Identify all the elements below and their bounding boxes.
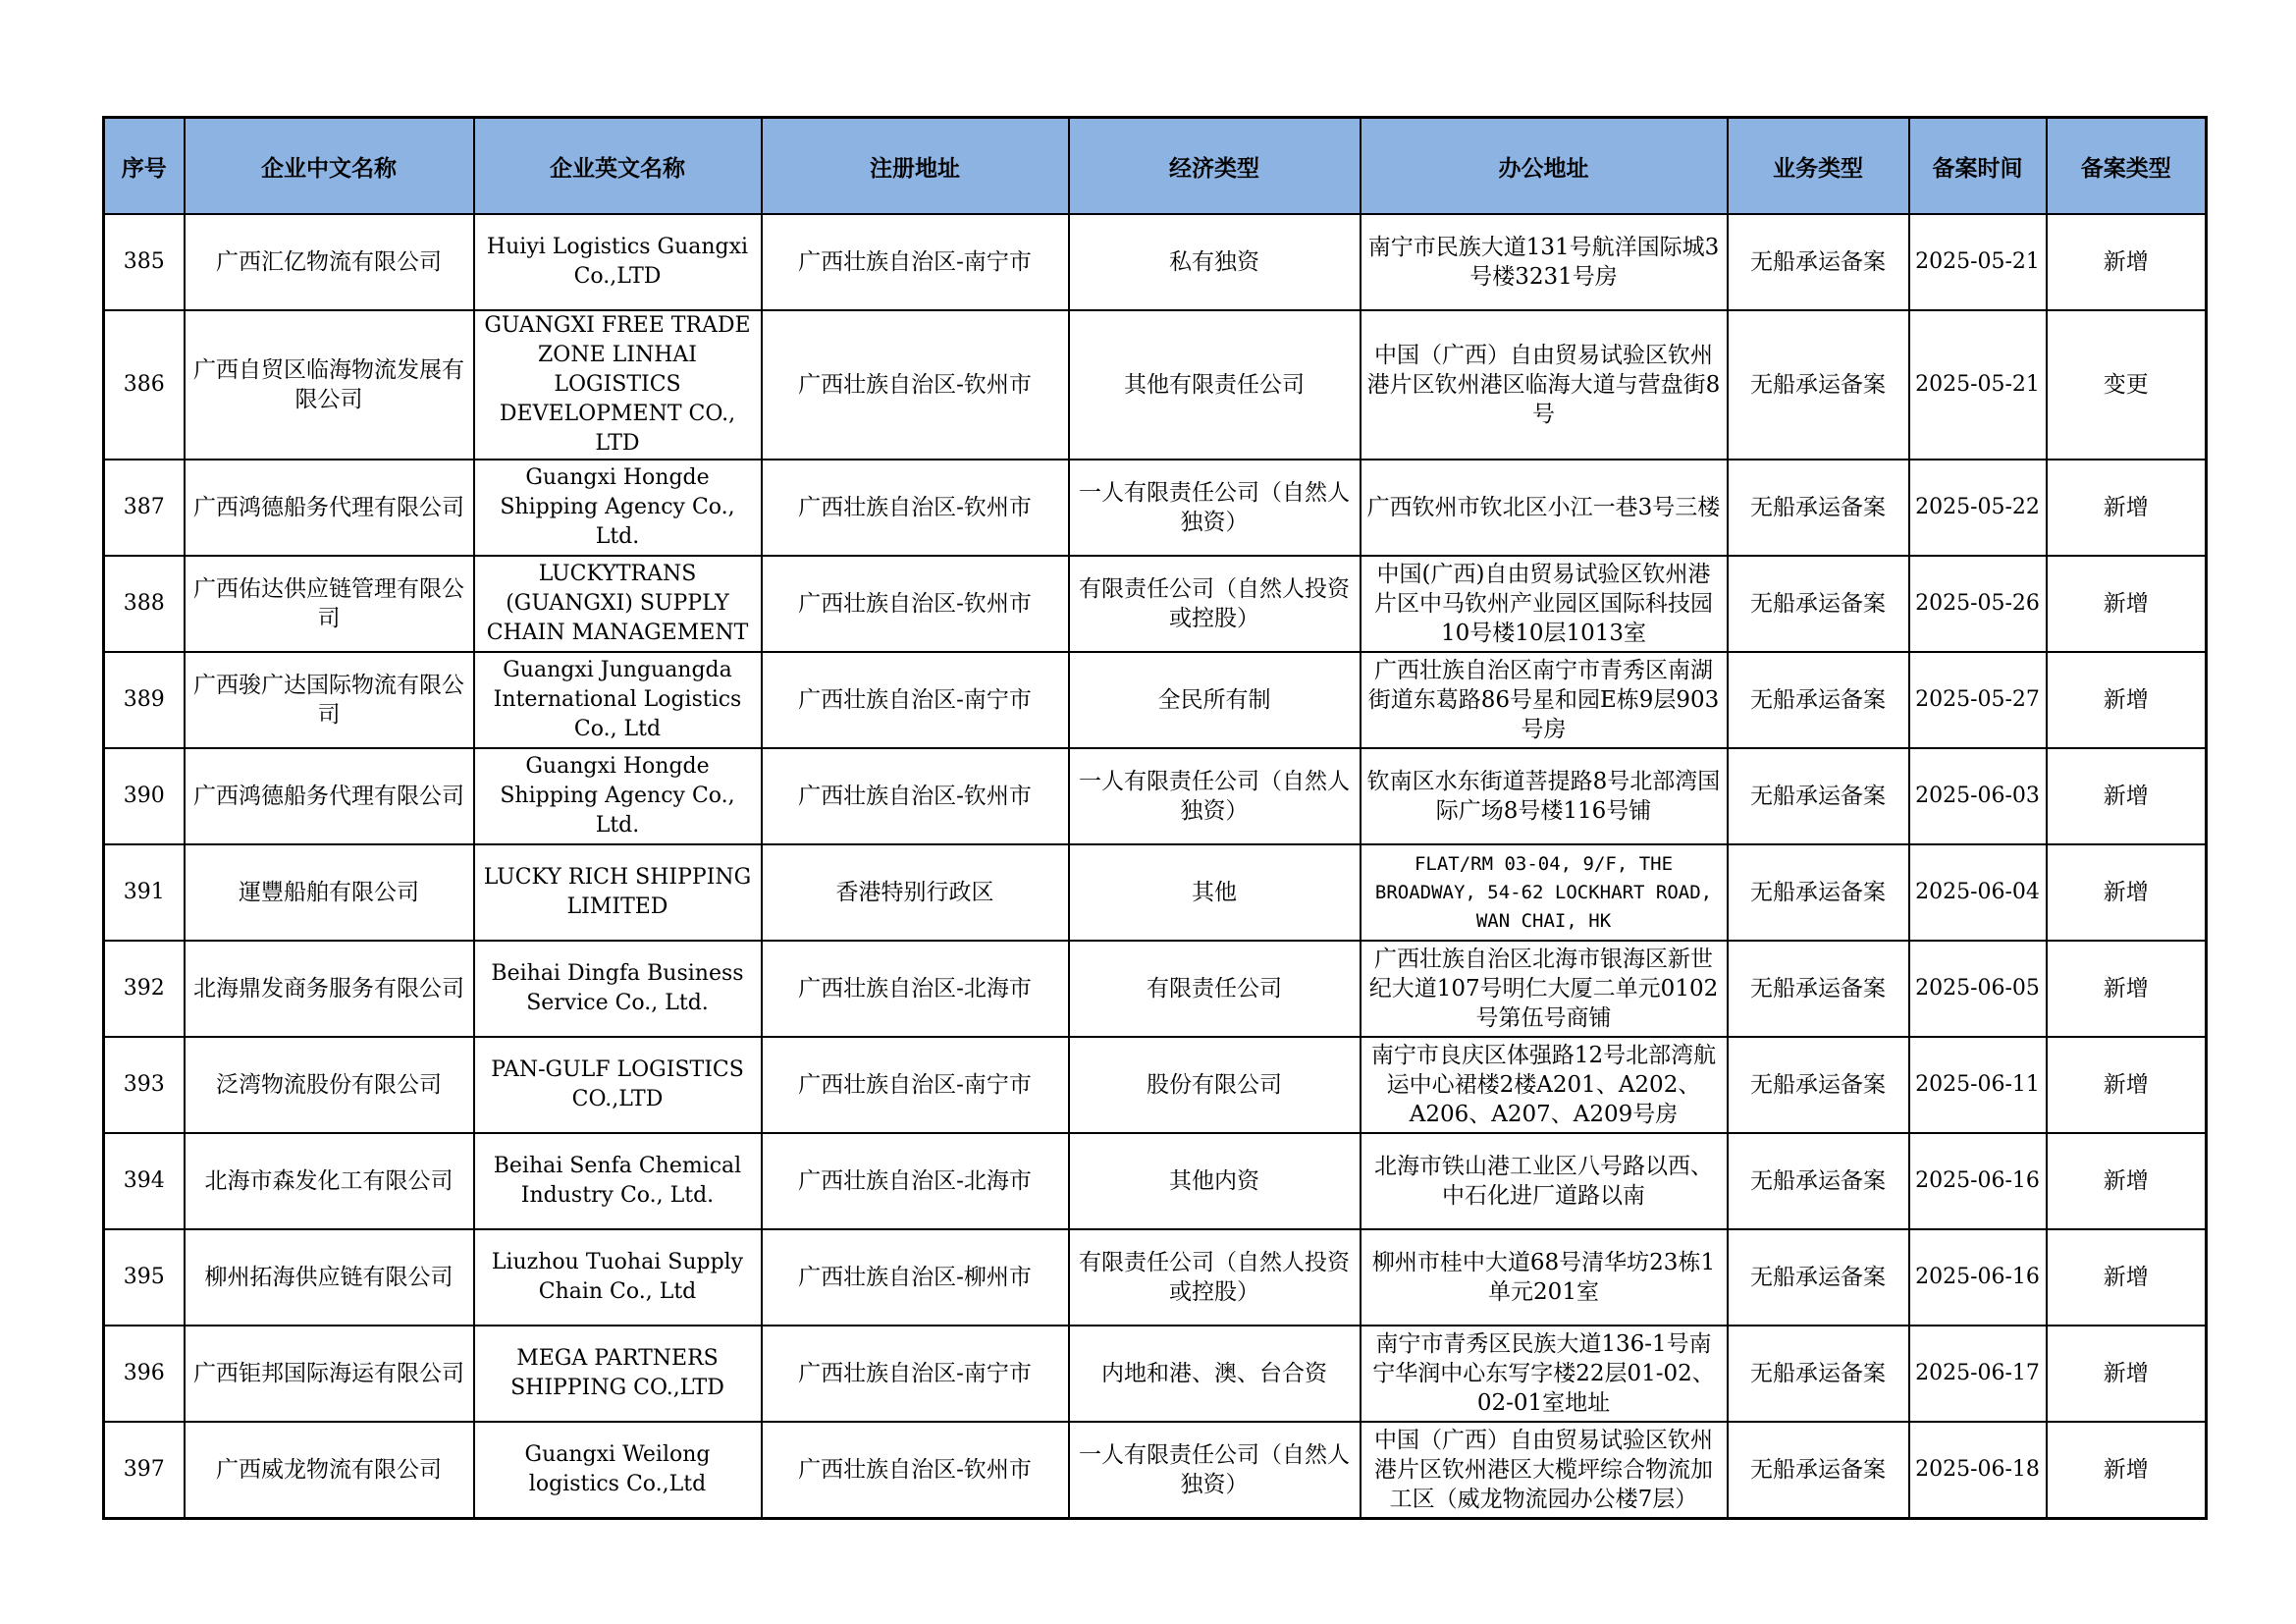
cell-office-addr: 中国（广西）自由贸易试验区钦州港片区钦州港区大榄坪综合物流加工区（威龙物流园办公楼7层） bbox=[1361, 1422, 1728, 1519]
cell-cn-name: 广西威龙物流有限公司 bbox=[185, 1422, 474, 1519]
cell-econ-type: 其他内资 bbox=[1069, 1133, 1361, 1229]
table-row bbox=[104, 1133, 2207, 1229]
cell-cn-name: 北海市森发化工有限公司 bbox=[185, 1133, 474, 1229]
cell-reg-addr: 广西壮族自治区-钦州市 bbox=[762, 1422, 1069, 1519]
cell-office-addr: FLAT/RM 03-04, 9/F, THE BROADWAY, 54-62 LOCKHART ROAD, WAN CHAI, HK bbox=[1361, 844, 1728, 941]
cell-date: 2025-06-11 bbox=[1909, 1037, 2047, 1133]
cell-biz-type: 无船承运备案 bbox=[1728, 556, 1909, 652]
cell-en-name: Guangxi Hongde Shipping Agency Co., Ltd. bbox=[474, 460, 762, 556]
cell-seq: 395 bbox=[104, 1229, 185, 1326]
header-record-type: 备案类型 bbox=[2047, 118, 2207, 215]
cell-date: 2025-06-16 bbox=[1909, 1133, 2047, 1229]
cell-biz-type: 无船承运备案 bbox=[1728, 1326, 1909, 1422]
cell-date: 2025-06-17 bbox=[1909, 1326, 2047, 1422]
cell-biz-type: 无船承运备案 bbox=[1728, 1422, 1909, 1519]
cell-date: 2025-06-03 bbox=[1909, 748, 2047, 844]
cell-office-addr: 南宁市良庆区体强路12号北部湾航运中心裙楼2楼A201、A202、A206、A207、A209号房 bbox=[1361, 1037, 1728, 1133]
cell-record-type: 新增 bbox=[2047, 1422, 2207, 1519]
cell-record-type: 新增 bbox=[2047, 941, 2207, 1037]
cell-cn-name: 北海鼎发商务服务有限公司 bbox=[185, 941, 474, 1037]
registry-table bbox=[102, 116, 2208, 1520]
cell-biz-type: 无船承运备案 bbox=[1728, 1037, 1909, 1133]
cell-econ-type: 一人有限责任公司（自然人独资） bbox=[1069, 748, 1361, 844]
cell-econ-type: 内地和港、澳、台合资 bbox=[1069, 1326, 1361, 1422]
header-econ-type: 经济类型 bbox=[1069, 118, 1361, 215]
cell-biz-type: 无船承运备案 bbox=[1728, 844, 1909, 941]
table-row bbox=[104, 556, 2207, 652]
cell-record-type: 新增 bbox=[2047, 652, 2207, 748]
cell-office-addr: 钦南区水东街道菩提路8号北部湾国际广场8号楼116号铺 bbox=[1361, 748, 1728, 844]
cell-seq: 387 bbox=[104, 460, 185, 556]
table-row bbox=[104, 1422, 2207, 1519]
cell-record-type: 新增 bbox=[2047, 1037, 2207, 1133]
cell-record-type: 变更 bbox=[2047, 310, 2207, 460]
cell-office-addr: 广西钦州市钦北区小江一巷3号三楼 bbox=[1361, 460, 1728, 556]
table-row bbox=[104, 214, 2207, 310]
cell-reg-addr: 广西壮族自治区-钦州市 bbox=[762, 748, 1069, 844]
cell-reg-addr: 广西壮族自治区-钦州市 bbox=[762, 310, 1069, 460]
cell-record-type: 新增 bbox=[2047, 214, 2207, 310]
cell-office-addr: 广西壮族自治区北海市银海区新世纪大道107号明仁大厦二单元0102号第伍号商铺 bbox=[1361, 941, 1728, 1037]
cell-cn-name: 广西骏广达国际物流有限公司 bbox=[185, 652, 474, 748]
cell-econ-type: 一人有限责任公司（自然人独资） bbox=[1069, 460, 1361, 556]
table-row bbox=[104, 941, 2207, 1037]
cell-biz-type: 无船承运备案 bbox=[1728, 214, 1909, 310]
cell-cn-name: 广西钜邦国际海运有限公司 bbox=[185, 1326, 474, 1422]
cell-record-type: 新增 bbox=[2047, 1133, 2207, 1229]
cell-seq: 393 bbox=[104, 1037, 185, 1133]
cell-record-type: 新增 bbox=[2047, 1326, 2207, 1422]
table-row bbox=[104, 844, 2207, 941]
cell-en-name: Beihai Dingfa Business Service Co., Ltd. bbox=[474, 941, 762, 1037]
cell-seq: 390 bbox=[104, 748, 185, 844]
header-reg-addr: 注册地址 bbox=[762, 118, 1069, 215]
cell-office-addr: 柳州市桂中大道68号清华坊23栋1单元201室 bbox=[1361, 1229, 1728, 1326]
table-row bbox=[104, 652, 2207, 748]
cell-reg-addr: 广西壮族自治区-北海市 bbox=[762, 941, 1069, 1037]
cell-date: 2025-05-22 bbox=[1909, 460, 2047, 556]
cell-record-type: 新增 bbox=[2047, 844, 2207, 941]
cell-cn-name: 广西佑达供应链管理有限公司 bbox=[185, 556, 474, 652]
cell-en-name: GUANGXI FREE TRADE ZONE LINHAI LOGISTICS DEVELOPMENT CO., LTD bbox=[474, 310, 762, 460]
header-date: 备案时间 bbox=[1909, 118, 2047, 215]
cell-seq: 385 bbox=[104, 214, 185, 310]
cell-reg-addr: 香港特别行政区 bbox=[762, 844, 1069, 941]
cell-date: 2025-06-04 bbox=[1909, 844, 2047, 941]
cell-seq: 396 bbox=[104, 1326, 185, 1422]
cell-en-name: Guangxi Weilong logistics Co.,Ltd bbox=[474, 1422, 762, 1519]
table-body bbox=[104, 214, 2207, 1519]
cell-reg-addr: 广西壮族自治区-钦州市 bbox=[762, 556, 1069, 652]
cell-cn-name: 運豐船舶有限公司 bbox=[185, 844, 474, 941]
cell-date: 2025-06-18 bbox=[1909, 1422, 2047, 1519]
cell-reg-addr: 广西壮族自治区-柳州市 bbox=[762, 1229, 1069, 1326]
cell-record-type: 新增 bbox=[2047, 460, 2207, 556]
header-seq: 序号 bbox=[104, 118, 185, 215]
cell-seq: 388 bbox=[104, 556, 185, 652]
cell-biz-type: 无船承运备案 bbox=[1728, 460, 1909, 556]
cell-date: 2025-05-26 bbox=[1909, 556, 2047, 652]
header-office-addr: 办公地址 bbox=[1361, 118, 1728, 215]
cell-en-name: LUCKY RICH SHIPPING LIMITED bbox=[474, 844, 762, 941]
cell-econ-type: 一人有限责任公司（自然人独资） bbox=[1069, 1422, 1361, 1519]
cell-office-addr: 中国（广西）自由贸易试验区钦州港片区钦州港区临海大道与营盘街8号 bbox=[1361, 310, 1728, 460]
cell-office-addr: 北海市铁山港工业区八号路以西、中石化进厂道路以南 bbox=[1361, 1133, 1728, 1229]
cell-reg-addr: 广西壮族自治区-南宁市 bbox=[762, 1326, 1069, 1422]
cell-seq: 391 bbox=[104, 844, 185, 941]
cell-seq: 392 bbox=[104, 941, 185, 1037]
cell-en-name: Huiyi Logistics Guangxi Co.,LTD bbox=[474, 214, 762, 310]
cell-biz-type: 无船承运备案 bbox=[1728, 1229, 1909, 1326]
cell-cn-name: 广西鸿德船务代理有限公司 bbox=[185, 460, 474, 556]
header-biz-type: 业务类型 bbox=[1728, 118, 1909, 215]
cell-biz-type: 无船承运备案 bbox=[1728, 1133, 1909, 1229]
cell-record-type: 新增 bbox=[2047, 1229, 2207, 1326]
cell-biz-type: 无船承运备案 bbox=[1728, 652, 1909, 748]
cell-reg-addr: 广西壮族自治区-南宁市 bbox=[762, 214, 1069, 310]
cell-en-name: Beihai Senfa Chemical Industry Co., Ltd. bbox=[474, 1133, 762, 1229]
header-cn-name: 企业中文名称 bbox=[185, 118, 474, 215]
cell-reg-addr: 广西壮族自治区-南宁市 bbox=[762, 652, 1069, 748]
cell-date: 2025-06-16 bbox=[1909, 1229, 2047, 1326]
cell-date: 2025-05-21 bbox=[1909, 214, 2047, 310]
cell-en-name: Guangxi Hongde Shipping Agency Co., Ltd. bbox=[474, 748, 762, 844]
header-row bbox=[104, 118, 2207, 215]
cell-biz-type: 无船承运备案 bbox=[1728, 941, 1909, 1037]
cell-seq: 389 bbox=[104, 652, 185, 748]
table-row bbox=[104, 748, 2207, 844]
table-row bbox=[104, 1229, 2207, 1326]
cell-office-addr: 广西壮族自治区南宁市青秀区南湖街道东葛路86号星和园E栋9层903号房 bbox=[1361, 652, 1728, 748]
cell-econ-type: 有限责任公司（自然人投资或控股） bbox=[1069, 1229, 1361, 1326]
cell-seq: 394 bbox=[104, 1133, 185, 1229]
cell-date: 2025-05-27 bbox=[1909, 652, 2047, 748]
cell-econ-type: 其他 bbox=[1069, 844, 1361, 941]
cell-reg-addr: 广西壮族自治区-钦州市 bbox=[762, 460, 1069, 556]
cell-office-addr: 南宁市民族大道131号航洋国际城3号楼3231号房 bbox=[1361, 214, 1728, 310]
cell-record-type: 新增 bbox=[2047, 556, 2207, 652]
cell-cn-name: 广西鸿德船务代理有限公司 bbox=[185, 748, 474, 844]
cell-econ-type: 股份有限公司 bbox=[1069, 1037, 1361, 1133]
table-row bbox=[104, 1037, 2207, 1133]
cell-econ-type: 有限责任公司（自然人投资或控股） bbox=[1069, 556, 1361, 652]
cell-en-name: Guangxi Junguangda International Logistics Co., Ltd bbox=[474, 652, 762, 748]
cell-seq: 397 bbox=[104, 1422, 185, 1519]
cell-date: 2025-06-05 bbox=[1909, 941, 2047, 1037]
cell-cn-name: 泛湾物流股份有限公司 bbox=[185, 1037, 474, 1133]
cell-en-name: LUCKYTRANS (GUANGXI) SUPPLY CHAIN MANAGEMENT bbox=[474, 556, 762, 652]
cell-reg-addr: 广西壮族自治区-北海市 bbox=[762, 1133, 1069, 1229]
cell-en-name: MEGA PARTNERS SHIPPING CO.,LTD bbox=[474, 1326, 762, 1422]
table-row bbox=[104, 310, 2207, 460]
cell-econ-type: 私有独资 bbox=[1069, 214, 1361, 310]
cell-seq: 386 bbox=[104, 310, 185, 460]
header-en-name: 企业英文名称 bbox=[474, 118, 762, 215]
cell-office-addr: 中国(广西)自由贸易试验区钦州港片区中马钦州产业园区国际科技园10号楼10层1013室 bbox=[1361, 556, 1728, 652]
cell-biz-type: 无船承运备案 bbox=[1728, 310, 1909, 460]
cell-date: 2025-05-21 bbox=[1909, 310, 2047, 460]
cell-en-name: PAN-GULF LOGISTICS CO.,LTD bbox=[474, 1037, 762, 1133]
cell-record-type: 新增 bbox=[2047, 748, 2207, 844]
cell-econ-type: 全民所有制 bbox=[1069, 652, 1361, 748]
table-header bbox=[104, 118, 2207, 215]
cell-office-addr: 南宁市青秀区民族大道136-1号南宁华润中心东写字楼22层01-02、02-01室地址 bbox=[1361, 1326, 1728, 1422]
cell-cn-name: 广西自贸区临海物流发展有限公司 bbox=[185, 310, 474, 460]
cell-cn-name: 广西汇亿物流有限公司 bbox=[185, 214, 474, 310]
table-row bbox=[104, 460, 2207, 556]
cell-reg-addr: 广西壮族自治区-南宁市 bbox=[762, 1037, 1069, 1133]
cell-cn-name: 柳州拓海供应链有限公司 bbox=[185, 1229, 474, 1326]
cell-biz-type: 无船承运备案 bbox=[1728, 748, 1909, 844]
table-row bbox=[104, 1326, 2207, 1422]
cell-econ-type: 其他有限责任公司 bbox=[1069, 310, 1361, 460]
cell-econ-type: 有限责任公司 bbox=[1069, 941, 1361, 1037]
cell-en-name: Liuzhou Tuohai Supply Chain Co., Ltd bbox=[474, 1229, 762, 1326]
